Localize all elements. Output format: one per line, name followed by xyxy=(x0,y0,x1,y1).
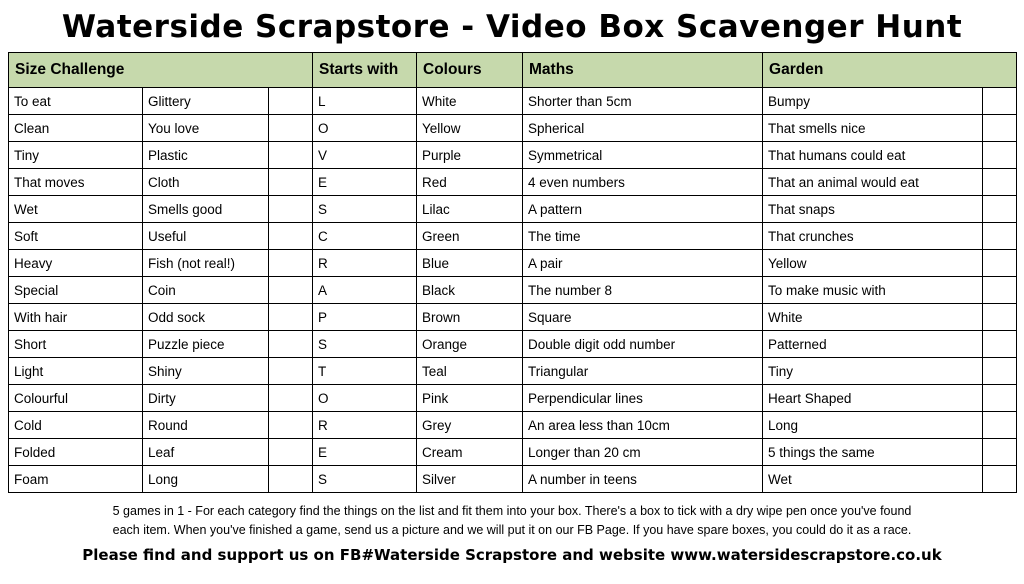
table-row xyxy=(9,196,1017,223)
cell-colour: Yellow xyxy=(417,115,523,142)
cell-challenge: Plastic xyxy=(143,142,269,169)
cell-garden: That snaps xyxy=(763,196,983,223)
cell-garden: 5 things the same xyxy=(763,439,983,466)
cell-garden: Heart Shaped xyxy=(763,385,983,412)
table-row xyxy=(9,466,1017,493)
table-row xyxy=(9,250,1017,277)
cell-starts-with: P xyxy=(313,304,417,331)
cell-size: Cold xyxy=(9,412,143,439)
cell-size: Light xyxy=(9,358,143,385)
cell-garden: That crunches xyxy=(763,223,983,250)
cell-starts-with: T xyxy=(313,358,417,385)
cell-starts-with: R xyxy=(313,412,417,439)
tick-box-garden[interactable] xyxy=(983,439,1017,466)
tick-box-size-challenge[interactable] xyxy=(269,169,313,196)
cell-garden: Wet xyxy=(763,466,983,493)
tick-box-size-challenge[interactable] xyxy=(269,412,313,439)
cell-garden: Yellow xyxy=(763,250,983,277)
cell-colour: Red xyxy=(417,169,523,196)
cell-challenge: Coin xyxy=(143,277,269,304)
footer-instructions xyxy=(8,493,1016,542)
cell-colour: Pink xyxy=(417,385,523,412)
cell-size: That moves xyxy=(9,169,143,196)
tick-box-garden[interactable] xyxy=(983,304,1017,331)
cell-starts-with: S xyxy=(313,331,417,358)
cell-challenge: Leaf xyxy=(143,439,269,466)
table-header xyxy=(9,53,1017,88)
table-body xyxy=(9,88,1017,493)
cell-size: To eat xyxy=(9,88,143,115)
cell-maths: 4 even numbers xyxy=(523,169,763,196)
table-row xyxy=(9,169,1017,196)
tick-box-garden[interactable] xyxy=(983,466,1017,493)
table-row xyxy=(9,277,1017,304)
cell-size: Colourful xyxy=(9,385,143,412)
cell-starts-with: R xyxy=(313,250,417,277)
cell-challenge: Odd sock xyxy=(143,304,269,331)
tick-box-size-challenge[interactable] xyxy=(269,223,313,250)
cell-starts-with: S xyxy=(313,466,417,493)
cell-colour: Green xyxy=(417,223,523,250)
tick-box-garden[interactable] xyxy=(983,88,1017,115)
table-row xyxy=(9,331,1017,358)
cell-maths: A pair xyxy=(523,250,763,277)
cell-size: Tiny xyxy=(9,142,143,169)
cell-maths: The number 8 xyxy=(523,277,763,304)
cell-challenge: Useful xyxy=(143,223,269,250)
cell-maths: Square xyxy=(523,304,763,331)
cell-size: Heavy xyxy=(9,250,143,277)
table-row xyxy=(9,358,1017,385)
cell-maths: An area less than 10cm xyxy=(523,412,763,439)
tick-box-size-challenge[interactable] xyxy=(269,385,313,412)
tick-box-size-challenge[interactable] xyxy=(269,304,313,331)
cell-maths: A number in teens xyxy=(523,466,763,493)
cell-size: Short xyxy=(9,331,143,358)
tick-box-garden[interactable] xyxy=(983,385,1017,412)
cell-colour: Silver xyxy=(417,466,523,493)
tick-box-size-challenge[interactable] xyxy=(269,88,313,115)
cell-colour: Blue xyxy=(417,250,523,277)
tick-box-size-challenge[interactable] xyxy=(269,196,313,223)
cell-starts-with: A xyxy=(313,277,417,304)
cell-challenge: Long xyxy=(143,466,269,493)
cell-starts-with: L xyxy=(313,88,417,115)
scavenger-hunt-table xyxy=(8,52,1017,493)
tick-box-size-challenge[interactable] xyxy=(269,466,313,493)
cell-challenge: Fish (not real!) xyxy=(143,250,269,277)
cell-garden: White xyxy=(763,304,983,331)
footer-contact: Please find and support us on FB#Waterside Scrapstore and website www.watersidescrapstore.co.uk xyxy=(82,545,942,564)
tick-box-size-challenge[interactable] xyxy=(269,277,313,304)
table-row xyxy=(9,142,1017,169)
cell-maths: Triangular xyxy=(523,358,763,385)
tick-box-size-challenge[interactable] xyxy=(269,250,313,277)
cell-maths: Double digit odd number xyxy=(523,331,763,358)
cell-size: Special xyxy=(9,277,143,304)
cell-size: Clean xyxy=(9,115,143,142)
column-header-garden: Garden xyxy=(763,53,1017,88)
cell-starts-with: E xyxy=(313,169,417,196)
table-row xyxy=(9,412,1017,439)
tick-box-garden[interactable] xyxy=(983,223,1017,250)
tick-box-garden[interactable] xyxy=(983,412,1017,439)
tick-box-garden[interactable] xyxy=(983,115,1017,142)
cell-challenge: Puzzle piece xyxy=(143,331,269,358)
footer-instructions-line2: each item. When you've finished a game, send us a picture and we will put it on our FB Page. If you have spare boxes, you could do it as a race. xyxy=(112,522,912,537)
cell-maths: Symmetrical xyxy=(523,142,763,169)
tick-box-garden[interactable] xyxy=(983,169,1017,196)
tick-box-garden[interactable] xyxy=(983,142,1017,169)
tick-box-size-challenge[interactable] xyxy=(269,142,313,169)
cell-starts-with: V xyxy=(313,142,417,169)
cell-challenge: Round xyxy=(143,412,269,439)
cell-starts-with: O xyxy=(313,115,417,142)
cell-starts-with: O xyxy=(313,385,417,412)
column-header-maths: Maths xyxy=(523,53,763,88)
cell-maths: The time xyxy=(523,223,763,250)
cell-maths: Spherical xyxy=(523,115,763,142)
cell-size: Wet xyxy=(9,196,143,223)
cell-challenge: You love xyxy=(143,115,269,142)
tick-box-garden[interactable] xyxy=(983,250,1017,277)
cell-colour: Purple xyxy=(417,142,523,169)
cell-size: Folded xyxy=(9,439,143,466)
cell-colour: Cream xyxy=(417,439,523,466)
cell-size: With hair xyxy=(9,304,143,331)
table-row xyxy=(9,88,1017,115)
table-row xyxy=(9,115,1017,142)
column-header-size-challenge: Size Challenge xyxy=(9,53,313,88)
cell-maths: A pattern xyxy=(523,196,763,223)
cell-starts-with: C xyxy=(313,223,417,250)
cell-colour: White xyxy=(417,88,523,115)
cell-colour: Lilac xyxy=(417,196,523,223)
table-row xyxy=(9,439,1017,466)
tick-box-size-challenge[interactable] xyxy=(269,439,313,466)
cell-garden: That smells nice xyxy=(763,115,983,142)
page-title: Waterside Scrapstore - Video Box Scavenger Hunt xyxy=(61,9,963,45)
cell-starts-with: E xyxy=(313,439,417,466)
footer-instructions-line1: 5 games in 1 - For each category find the things on the list and fit them into your box. There's a box to tick with a dry wipe pen once you've found xyxy=(112,504,912,519)
table-row xyxy=(9,385,1017,412)
column-header-starts-with: Starts with xyxy=(313,53,417,88)
cell-challenge: Smells good xyxy=(143,196,269,223)
tick-box-garden[interactable] xyxy=(983,196,1017,223)
tick-box-size-challenge[interactable] xyxy=(269,115,313,142)
cell-garden: Patterned xyxy=(763,331,983,358)
cell-starts-with: S xyxy=(313,196,417,223)
table-header-row xyxy=(9,53,1017,88)
cell-challenge: Cloth xyxy=(143,169,269,196)
cell-maths: Perpendicular lines xyxy=(523,385,763,412)
cell-colour: Grey xyxy=(417,412,523,439)
cell-colour: Orange xyxy=(417,331,523,358)
tick-box-size-challenge[interactable] xyxy=(269,331,313,358)
cell-garden: Long xyxy=(763,412,983,439)
cell-garden: That an animal would eat xyxy=(763,169,983,196)
cell-garden: That humans could eat xyxy=(763,142,983,169)
cell-challenge: Shiny xyxy=(143,358,269,385)
cell-garden: Bumpy xyxy=(763,88,983,115)
cell-garden: To make music with xyxy=(763,277,983,304)
table-row xyxy=(9,304,1017,331)
cell-challenge: Dirty xyxy=(143,385,269,412)
cell-size: Foam xyxy=(9,466,143,493)
table-row xyxy=(9,223,1017,250)
cell-colour: Black xyxy=(417,277,523,304)
cell-challenge: Glittery xyxy=(143,88,269,115)
cell-colour: Teal xyxy=(417,358,523,385)
cell-size: Soft xyxy=(9,223,143,250)
tick-box-garden[interactable] xyxy=(983,277,1017,304)
cell-colour: Brown xyxy=(417,304,523,331)
tick-box-size-challenge[interactable] xyxy=(269,358,313,385)
column-header-colours: Colours xyxy=(417,53,523,88)
cell-maths: Longer than 20 cm xyxy=(523,439,763,466)
cell-maths: Shorter than 5cm xyxy=(523,88,763,115)
cell-garden: Tiny xyxy=(763,358,983,385)
tick-box-garden[interactable] xyxy=(983,331,1017,358)
tick-box-garden[interactable] xyxy=(983,358,1017,385)
